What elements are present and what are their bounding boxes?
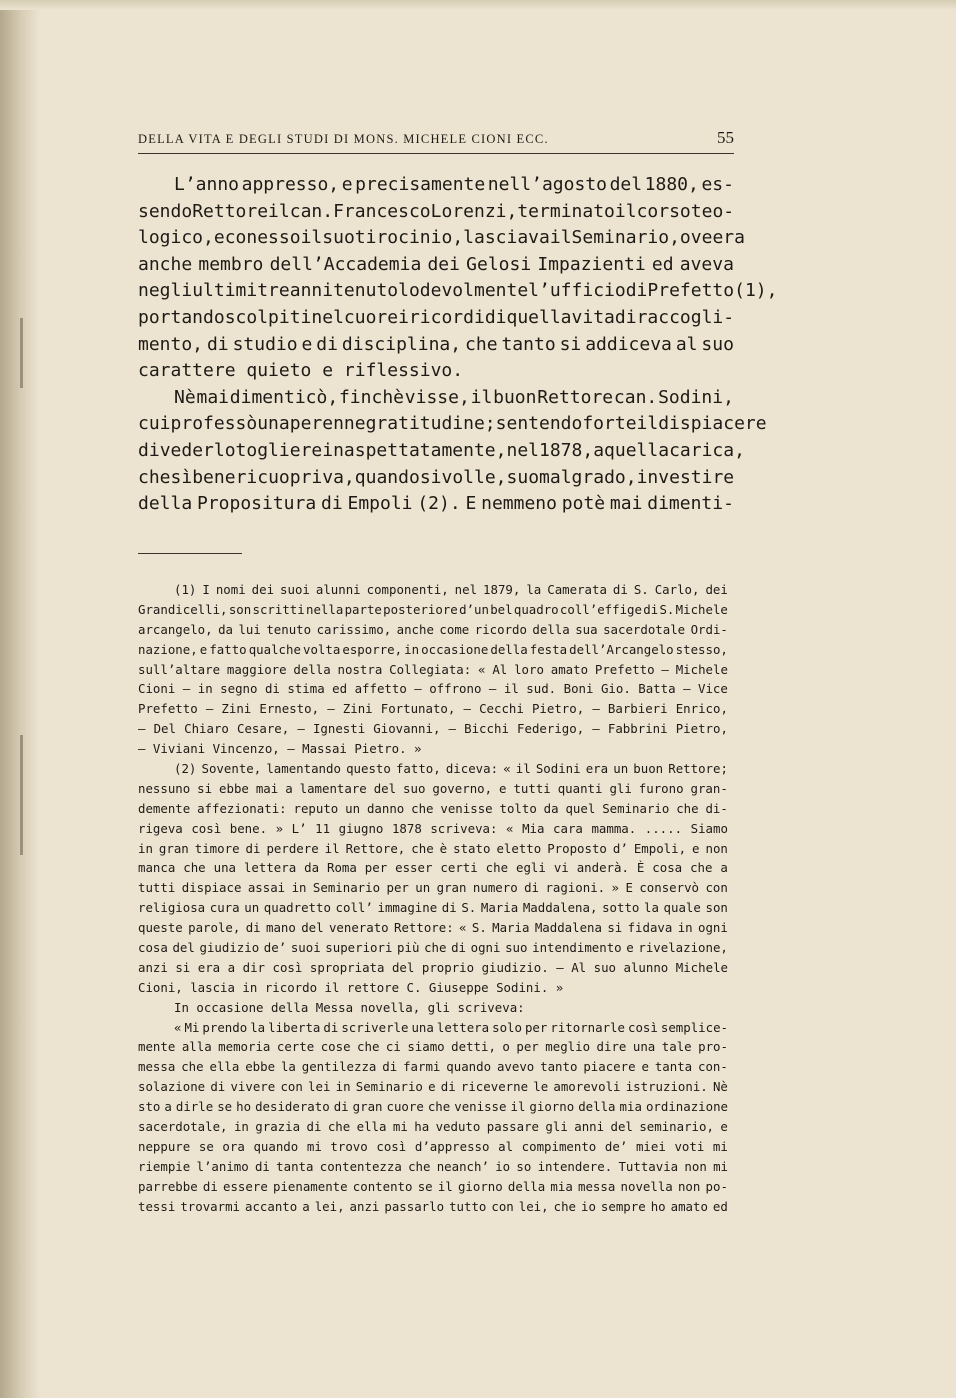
body-line: logico, e con esso il suo tirocinio, lasciava il Seminario, ove era bbox=[138, 227, 745, 249]
body-line: portando scolpiti nel cuore i ricordi di quella vita di raccogli- bbox=[138, 306, 735, 328]
footnote-line: nazione, e fatto qualche volta esporre, in occasione della festa dell’Arcangelo stesso, bbox=[138, 641, 728, 657]
body-line: cui professò una perenne gratitudine; sentendo forte il dispiacere bbox=[138, 413, 767, 435]
footnote-line: rigeva così bene. » L’ 11 giugno 1878 scriveva: « Mia cara mamma. ..... Siamo bbox=[138, 820, 728, 836]
footnote-line: religiosa cura un quadretto coll’ immagine di S. Maria Maddalena, sotto la quale son bbox=[138, 900, 728, 916]
running-title: DELLA VITA E DEGLI STUDI DI MONS. MICHELE CIONI ECC. bbox=[138, 132, 549, 146]
footnote-line: sto a dirle se ho desiderato di gran cuore che venisse il giorno della mia ordinazione bbox=[138, 1099, 728, 1115]
page-top-edge bbox=[0, 0, 956, 10]
footnote-line: manca che una lettera da Roma per esser certi che egli vi anderà. È cosa che a bbox=[138, 860, 728, 876]
footnote-separator bbox=[138, 553, 242, 554]
header-rule bbox=[138, 153, 734, 154]
footnotes bbox=[138, 580, 728, 1217]
footnote-line: sacerdotale, in grazia di che ella mi ha veduto passare gli anni del seminario, e bbox=[138, 1119, 728, 1135]
footnote-line: riempie l’animo di tanta contentezza che neanch’ io so intendere. Tuttavia non mi bbox=[138, 1158, 728, 1174]
body-line: della Propositura di Empoli (2). E nemmeno potè mai dimenti- bbox=[138, 493, 734, 515]
footnote-line: — Del Chiaro Cesare, — Ignesti Giovanni, — Bicchi Federigo, — Fabbrini Pietro, bbox=[138, 721, 728, 737]
body-line: L’anno appresso, e precisamente nell’agosto del 1880, es- bbox=[174, 174, 734, 195]
footnote-line: Cioni, lascia in ricordo il rettore C. Giuseppe Sodini. » bbox=[138, 979, 564, 995]
footnote-line: parrebbe di essere pienamente contento se il giorno della mia messa novella non po- bbox=[138, 1178, 728, 1194]
footnote-line: Cioni — in segno di stima ed affetto — offrono — il sud. Boni Gio. Batta — Vice bbox=[138, 681, 728, 697]
body-line: carattere quieto e riflessivo. bbox=[138, 360, 464, 382]
body-line: Nè mai dimenticò, finchè visse, il buon Rettore can. Sodini, bbox=[174, 386, 734, 408]
footnote-line: neppure se ora quando mi trovo così d’appresso al compimento de’ miei voti mi bbox=[138, 1138, 728, 1154]
body-line: mento, di studio e di disciplina, che tanto si addiceva al suo bbox=[138, 333, 734, 355]
footnote-line: tessi trovarmi accanto a lei, anzi passarlo tutto con lei, che io sempre ho amato ed bbox=[138, 1198, 728, 1214]
footnote-line: « Mi prendo la liberta di scriverle una lettera solo per ritornarle così semplice- bbox=[174, 1019, 728, 1035]
footnote-line: — Viviani Vincenzo, — Massai Pietro. » bbox=[138, 741, 422, 757]
footnote-line: Grandicelli, son scritti nella parte posteriore d’un bel quadro coll’effige di S. Michele bbox=[138, 601, 728, 617]
footnote-line: solazione di vivere con lei in Seminario e di riceverne le amorevoli istruzioni. Nè bbox=[138, 1079, 728, 1095]
footnote-line: queste parole, di mano del venerato Rettore: « S. Maria Maddalena si fidava in ogni bbox=[138, 920, 728, 936]
body-line: sendo Rettore il can. Francesco Lorenzi, terminato il corso teo- bbox=[138, 200, 735, 222]
footnote-line: sull’altare maggiore della nostra Collegiata: « Al loro amato Prefetto — Michele bbox=[138, 661, 728, 677]
page-binding-shadow bbox=[0, 0, 40, 1398]
page-number: 55 bbox=[717, 128, 734, 147]
footnote-line: (2) Sovente, lamentando questo fatto, diceva: « il Sodini era un buon Rettore; bbox=[174, 761, 728, 777]
footnote-line: Prefetto — Zini Ernesto, — Zini Fortunato, — Cecchi Pietro, — Barbieri Enrico, bbox=[138, 701, 728, 717]
body-line: che sì bene ricuopriva, quando si volle, suo malgrado, investire bbox=[138, 466, 735, 488]
margin-pencil-mark bbox=[20, 318, 23, 388]
body-line: di vederlo togliere inaspettatamente, nel 1878, a quella carica, bbox=[138, 439, 745, 461]
margin-pencil-mark bbox=[20, 735, 23, 855]
footnote-line: nessuno si ebbe mai a lamentare del suo governo, e tutti quanti gli furono gran- bbox=[138, 780, 728, 796]
footnote-line: (1) I nomi dei suoi alunni componenti, nel 1879, la Camerata di S. Carlo, dei bbox=[174, 582, 728, 597]
body-line: anche membro dell’Accademia dei Gelosi Impazienti ed aveva bbox=[138, 253, 734, 275]
footnote-line: tutti dispiace assai in Seminario per un gran numero di ragioni. » E conservò con bbox=[138, 880, 728, 896]
running-header bbox=[138, 128, 734, 152]
footnote-line: messa che ella ebbe la gentilezza di farmi quando avevo tanto piacere e tanta con- bbox=[138, 1059, 728, 1075]
footnote-line: anzi si era a dir così spropriata del proprio giudizio. — Al suo alunno Michele bbox=[138, 959, 728, 975]
footnote-line: arcangelo, da lui tenuto carissimo, anche come ricordo della sua sacerdotale Ordi- bbox=[138, 621, 728, 637]
footnote-line: In occasione della Messa novella, gli scriveva: bbox=[174, 999, 525, 1015]
main-text bbox=[138, 172, 778, 518]
footnote-line: in gran timore di perdere il Rettore, che è stato eletto Proposto d’ Empoli, e non bbox=[138, 840, 728, 856]
footnote-line: mente alla memoria certe cose che ci siamo detti, o per meglio dire una tale pro- bbox=[138, 1039, 728, 1055]
footnote-line: demente affezionati: reputo un danno che venisse tolto da quel Seminario che di- bbox=[138, 800, 728, 816]
body-line: negli ultimi tre anni tenuto lodevolmente l’ufficio di Prefetto (1), bbox=[138, 280, 778, 302]
footnote-line: cosa del giudizio de’ suoi superiori più che di ogni suo intendimento e rivelazione, bbox=[138, 940, 728, 956]
